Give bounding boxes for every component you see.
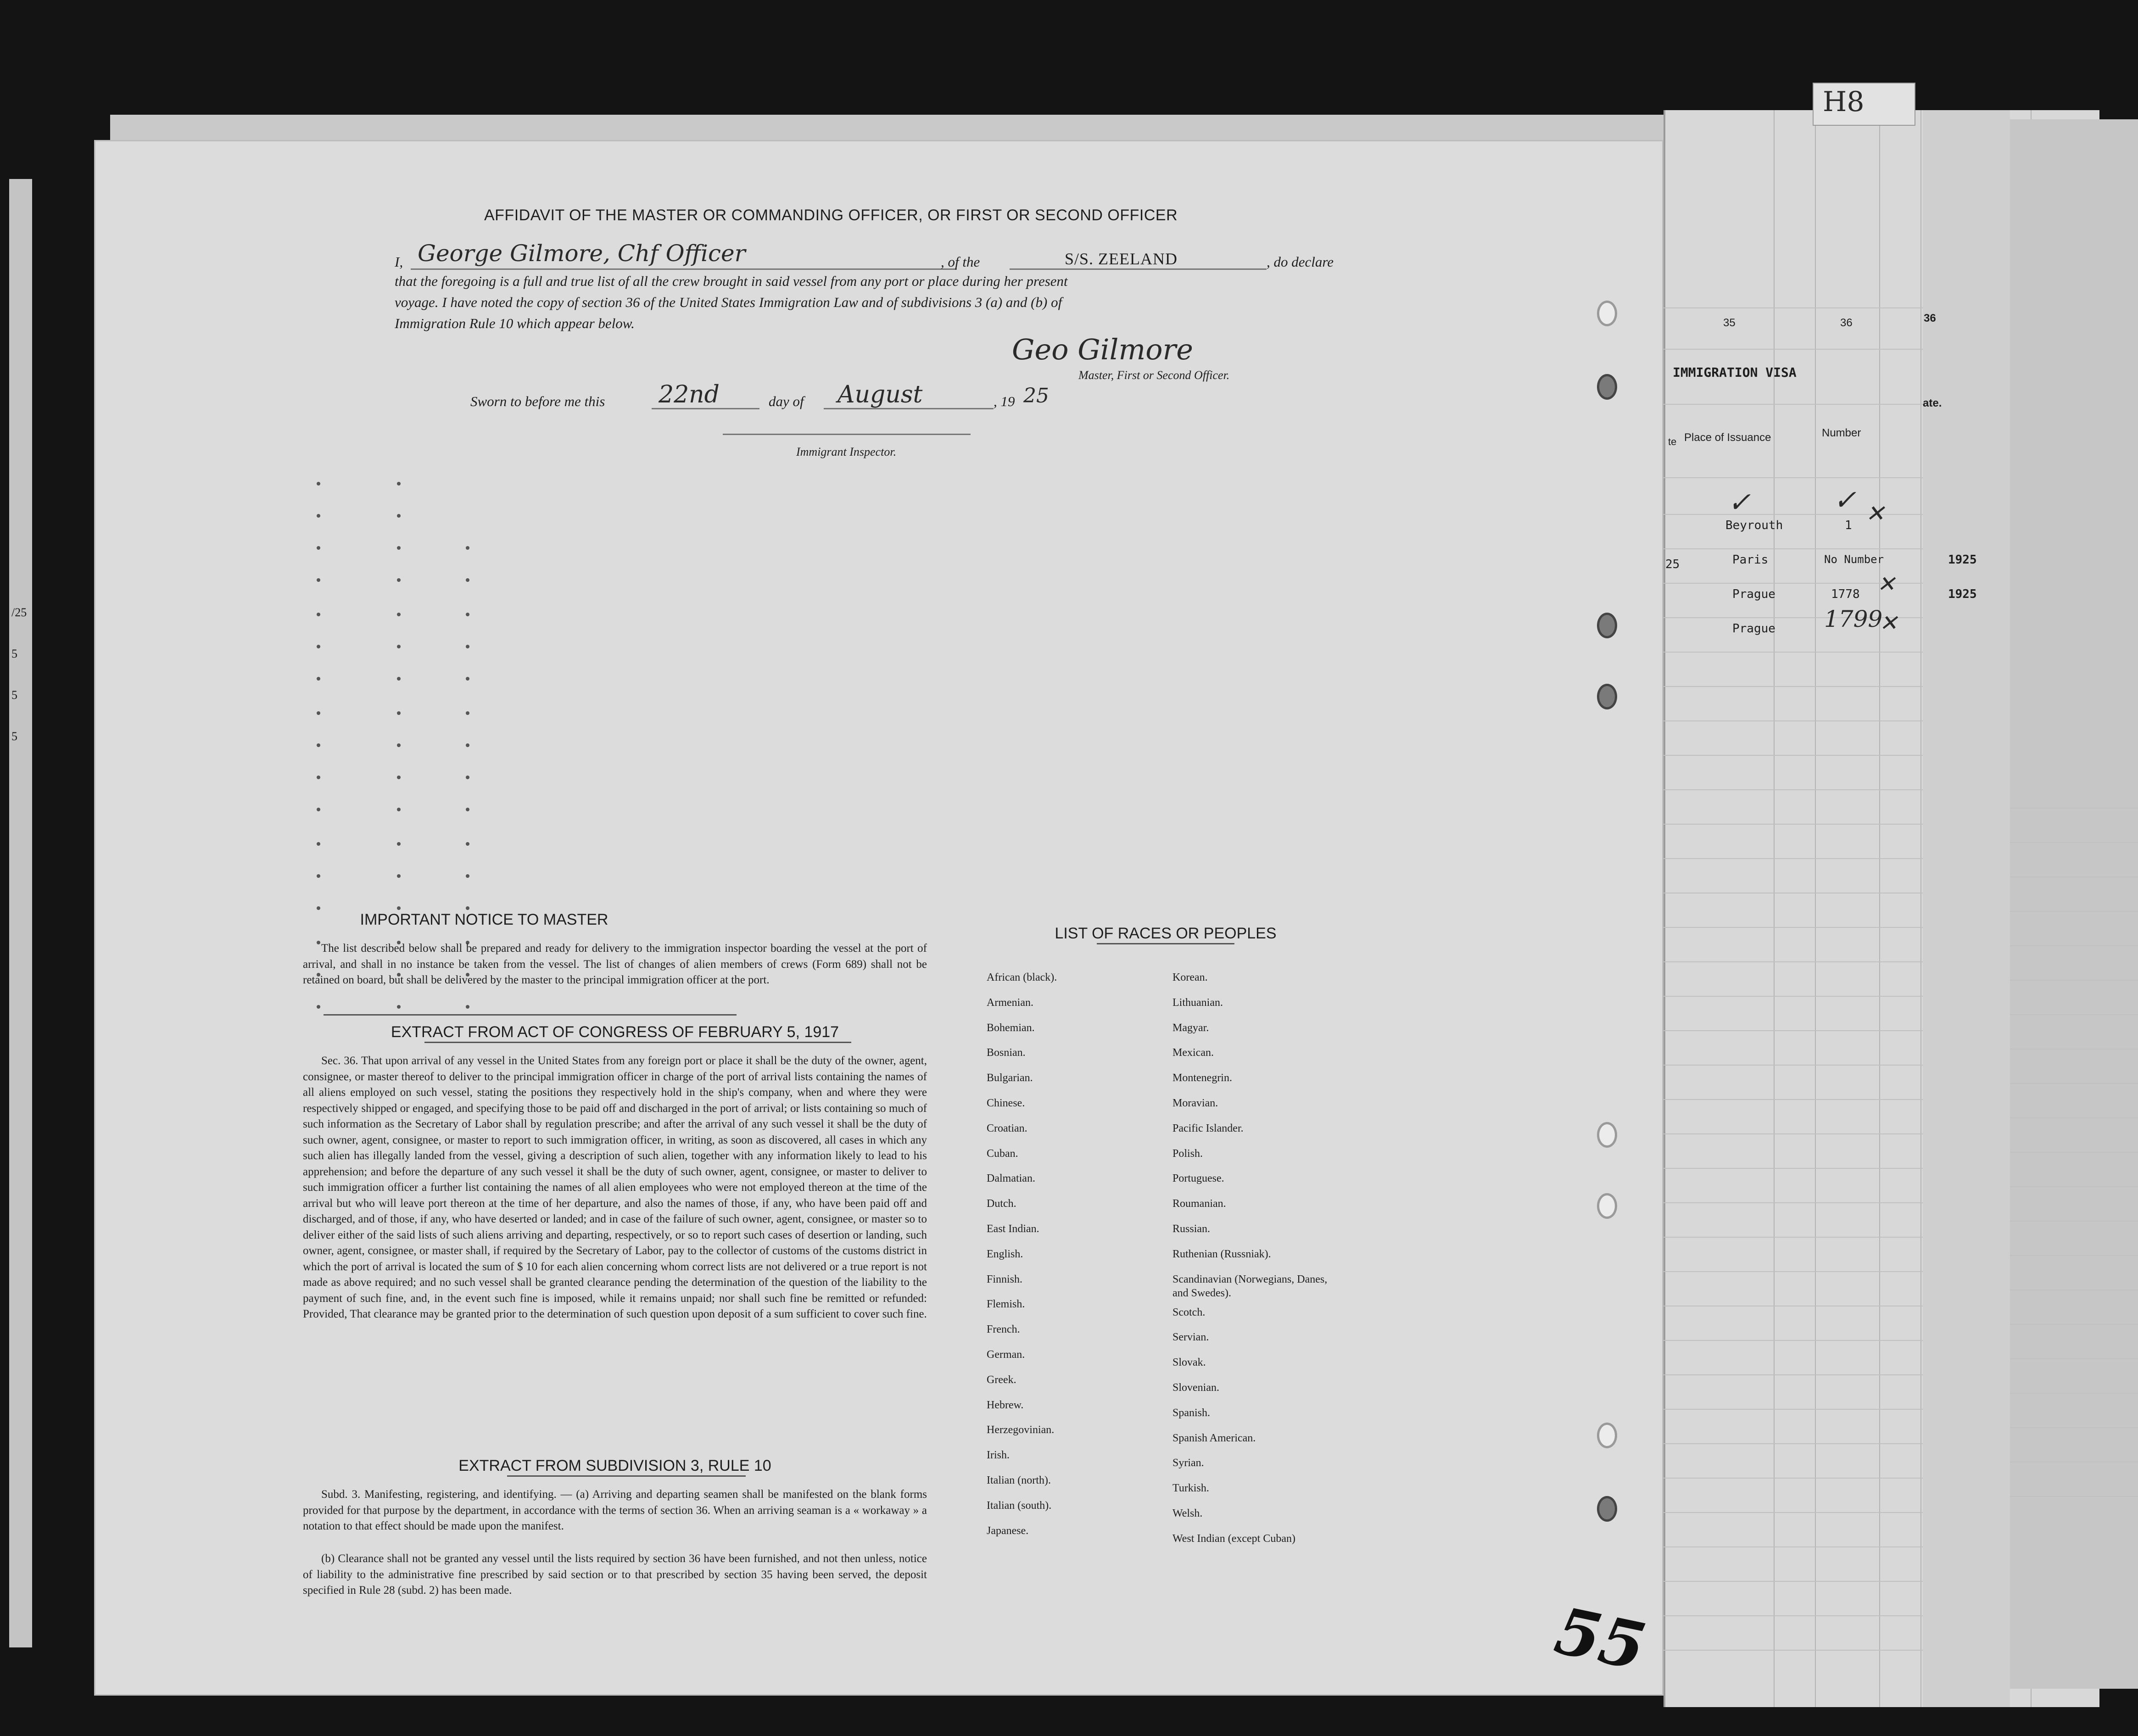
vessel-name: S/S. ZEELAND <box>1065 250 1178 268</box>
races-title: LIST OF RACES OR PEOPLES <box>1055 925 1277 942</box>
affidavit-line-4: Immigration Rule 10 which appear below. <box>395 315 635 331</box>
race-item: Dutch. <box>987 1198 1016 1210</box>
race-item: Moravian. <box>1172 1097 1218 1109</box>
notice-title: IMPORTANT NOTICE TO MASTER <box>360 911 608 928</box>
punch-hole <box>1597 301 1617 326</box>
extract-rule-text-a: Subd. 3. Manifesting, registering, and identifying. — (a) Arriving and departing seamen shall be manifested on the blank forms provided for that purpose by the department, in accordance with the terms of section 36. When an arriving seaman is a « workaway » a notation to that effect should be made upon the manifest. <box>303 1488 927 1532</box>
officer-signature: Geo Gilmore <box>1012 333 1193 366</box>
handwritten-mark: ✕ <box>1865 500 1885 527</box>
affidavit-page <box>94 140 1664 1696</box>
race-item: Japanese. <box>987 1524 1029 1537</box>
of-the-text: , of the <box>941 254 980 270</box>
punch-hole <box>1597 1193 1617 1219</box>
punch-hole <box>1597 613 1617 638</box>
extract-rule-title: EXTRACT FROM SUBDIVISION 3, RULE 10 <box>458 1457 771 1474</box>
left-margin-mark: 5 <box>11 730 17 743</box>
visa-number-1: 1 <box>1845 519 1852 532</box>
visa-number-3: 1778 <box>1831 587 1860 601</box>
edge-sheet <box>2010 119 2138 1689</box>
inspector-caption: Immigrant Inspector. <box>796 445 897 458</box>
race-item: Servian. <box>1172 1331 1209 1344</box>
left-margin-mark: /25 <box>11 606 27 619</box>
affidavit-line-2: that the foregoing is a full and true list of all the crew brought in said vessel from any port or place during her present <box>395 273 1068 289</box>
race-item: Slovenian. <box>1172 1382 1219 1394</box>
race-item: Herzegovinian. <box>987 1424 1055 1436</box>
corner-tag-text: H8 <box>1823 86 1864 118</box>
race-item: English. <box>987 1248 1023 1260</box>
extract-act-title: EXTRACT FROM ACT OF CONGRESS OF FEBRUARY 5, 1917 <box>391 1023 839 1041</box>
far-right-year: 1925 <box>1948 553 1977 567</box>
race-item: Syrian. <box>1172 1457 1204 1469</box>
race-item: Portuguese. <box>1172 1172 1224 1185</box>
race-item: Italian (south). <box>987 1499 1052 1512</box>
race-item: Turkish. <box>1172 1482 1209 1495</box>
handwritten-page-number: 55 <box>1549 1593 1652 1686</box>
race-item: Lithuanian. <box>1172 996 1223 1009</box>
left-margin-mark: 5 <box>11 647 17 660</box>
race-item: Scotch. <box>1172 1306 1206 1318</box>
visa-number-2: No Number <box>1824 553 1884 566</box>
extract-rule-text-b: (b) Clearance shall not be granted any vessel until the lists required by section 36 have been furnished, and not then unless, notice of liability to the administrative fine prescribed by said section or to that prescribed by section 35 having been served, the deposit specified in Rule 28 (subd. 2) has been made. <box>303 1552 927 1596</box>
punch-hole <box>1597 1122 1617 1148</box>
visa-number-4: 1799 <box>1824 606 1883 632</box>
race-item: West Indian (except Cuban) <box>1172 1532 1295 1545</box>
punch-hole <box>1597 684 1617 709</box>
far-right-sheet <box>1923 110 2010 1707</box>
race-item: Armenian. <box>987 996 1033 1009</box>
race-item: Pacific Islander. <box>1172 1122 1244 1134</box>
race-item: Magyar. <box>1172 1022 1209 1034</box>
extract-act-text: Sec. 36. That upon arrival of any vessel in the United States from any foreign port or place it shall be the duty of the owner, agent, consignee, or master thereof to deliver to the principal immigration officer in charge of the port of arrival lists containing the names of all aliens employed on such vessel, stating the positions they respectively hold in the ship's company, when and where they were respectively shipped or engaged, and specifying those to be paid off and discharged in the port of arrival; or lists containing so much of such information as the Secretary of Labor shall by regulation prescribe; and after the arrival of any such vessel it shall be the duty of such owner, agent, consignee, or master to report to such immigration officer, in writing, as soon as discovered, all cases in which any such alien has illegally landed from the vessel, giving a description of such alien, together with any information likely to lead to his apprehension; and before the departure of any such vessel it shall be the duty of such owner, agent, consignee, or master to deliver to such immigration officer a further list containing the names of all alien employees who were not employed thereon at the time of the arrival but who will leave port thereon at the time of her departure, and also the names of those, if any, who have been paid off and discharged, and of those, if any, who have deserted or landed; and in case of the failure of such owner, agent, consignee, or master so to deliver either of the said lists of such aliens arriving and departing, respectively, or so to report such cases of desertion or landing, such owner, agent, consignee, or master shall, if required by the Secretary of Labor, pay to the collector of customs of the customs district in which the port of arrival is located the sum of $ 10 for each alien concerning whom correct lists are not delivered or a true report is not made as above required; and no such vessel shall be granted clearance pending the determination of the question of the liability to the payment of such fine, and, in the event such fine is imposed, while it remains unpaid; nor shall such fine be remitted or refunded: Provided, That clearance may be granted prior to the determination of such question upon deposit of a sum sufficient to cover such fine. <box>303 1055 927 1320</box>
visa-mark-left: 25 <box>1665 558 1680 571</box>
race-item: Polish. <box>1172 1147 1203 1160</box>
handwritten-check: ✓ <box>1728 486 1751 519</box>
punch-hole <box>1597 1423 1617 1448</box>
race-item: Chinese. <box>987 1097 1025 1109</box>
handwritten-check: ✓ <box>1833 484 1857 516</box>
notice-text: The list described below shall be prepared and ready for delivery to the immigration inspector boarding the vessel at the port of arrival, and shall in no instance be taken from the vessel. The list of changes of alien members of crews (Form 689) shall not be retained on board, but shall be delivered by the master to the principal immigration officer at the port. <box>303 942 927 986</box>
race-item: East Indian. <box>987 1223 1039 1235</box>
race-item: Irish. <box>987 1449 1010 1462</box>
race-item: Roumanian. <box>1172 1198 1226 1210</box>
sworn-line <box>470 381 1159 415</box>
race-item: Dalmatian. <box>987 1172 1035 1185</box>
race-item: German. <box>987 1349 1025 1361</box>
punch-hole <box>1597 1496 1617 1522</box>
left-margin-sheet <box>9 179 32 1647</box>
col-place-of-issuance: Place of Issuance <box>1684 431 1771 444</box>
race-item: Montenegrin. <box>1172 1072 1232 1084</box>
sworn-day: 22nd <box>659 381 720 408</box>
signature-caption: Master, First or Second Officer. <box>1078 368 1230 382</box>
left-margin-marks <box>11 592 27 757</box>
race-item: Cuban. <box>987 1147 1018 1160</box>
do-declare-text: , do declare <box>1267 254 1334 270</box>
race-item: Hebrew. <box>987 1399 1024 1411</box>
handwritten-mark: ✕ <box>1879 610 1898 636</box>
visa-place-2: Paris <box>1732 553 1769 567</box>
corner-tag <box>1813 83 1915 126</box>
far-right-header: 36 <box>1924 312 1936 324</box>
race-item: African (black). <box>987 971 1057 983</box>
race-item: Flemish. <box>987 1298 1025 1311</box>
year-prefix: , 19 <box>994 393 1015 409</box>
race-item: Spanish American. <box>1172 1432 1256 1444</box>
far-right-year: 1925 <box>1948 587 1977 601</box>
affidavit-line-3: voyage. I have noted the copy of section 36 of the United States Immigration Law and of subdivisions 3 (a) and (b) of <box>395 294 1062 310</box>
race-item: Spanish. <box>1172 1407 1211 1419</box>
sworn-prefix: Sworn to before me this <box>470 393 605 409</box>
visa-place-1: Beyrouth <box>1725 519 1783 532</box>
affidavit-line-1 <box>395 240 1395 273</box>
officer-name: George Gilmore, Chf Officer <box>418 240 746 267</box>
handwritten-mark: ✕ <box>1877 571 1896 597</box>
col-36-label: 36 <box>1840 317 1853 329</box>
affidavit-i: I, <box>395 254 403 270</box>
visa-place-4: Prague <box>1732 622 1775 636</box>
race-item: Slovak. <box>1172 1356 1206 1369</box>
race-item: Mexican. <box>1172 1047 1214 1059</box>
race-item: Croatian. <box>987 1122 1027 1134</box>
col-date-fragment: te <box>1668 436 1677 447</box>
race-item: Italian (north). <box>987 1474 1051 1486</box>
race-item: Greek. <box>987 1373 1016 1386</box>
affidavit-title: AFFIDAVIT OF THE MASTER OR COMMANDING OFFICER, OR FIRST OR SECOND OFFICER <box>484 207 1178 224</box>
left-margin-mark: 5 <box>11 688 17 702</box>
race-item: Bulgarian. <box>987 1072 1033 1084</box>
col-number: Number <box>1822 427 1861 439</box>
visa-place-3: Prague <box>1732 587 1775 601</box>
race-item: Ruthenian (Russniak). <box>1172 1248 1271 1260</box>
sworn-month: August <box>837 381 923 408</box>
year-suffix: 25 <box>1023 384 1049 407</box>
race-item: Bosnian. <box>987 1047 1026 1059</box>
race-item: Welsh. <box>1172 1507 1203 1519</box>
race-item: Scandinavian (Norwegians, Danes, and Swedes). <box>1172 1273 1328 1299</box>
col-35-label: 35 <box>1723 317 1736 329</box>
race-item: Finnish. <box>987 1273 1023 1285</box>
far-right-fragment: ate. <box>1923 397 1942 409</box>
race-item: Korean. <box>1172 971 1208 983</box>
race-item: French. <box>987 1323 1020 1336</box>
race-item: Bohemian. <box>987 1022 1035 1034</box>
day-of-text: day of <box>769 393 804 409</box>
race-item: Russian. <box>1172 1223 1211 1235</box>
immigration-visa-header: IMMIGRATION VISA <box>1673 365 1797 380</box>
punch-hole <box>1597 374 1617 400</box>
